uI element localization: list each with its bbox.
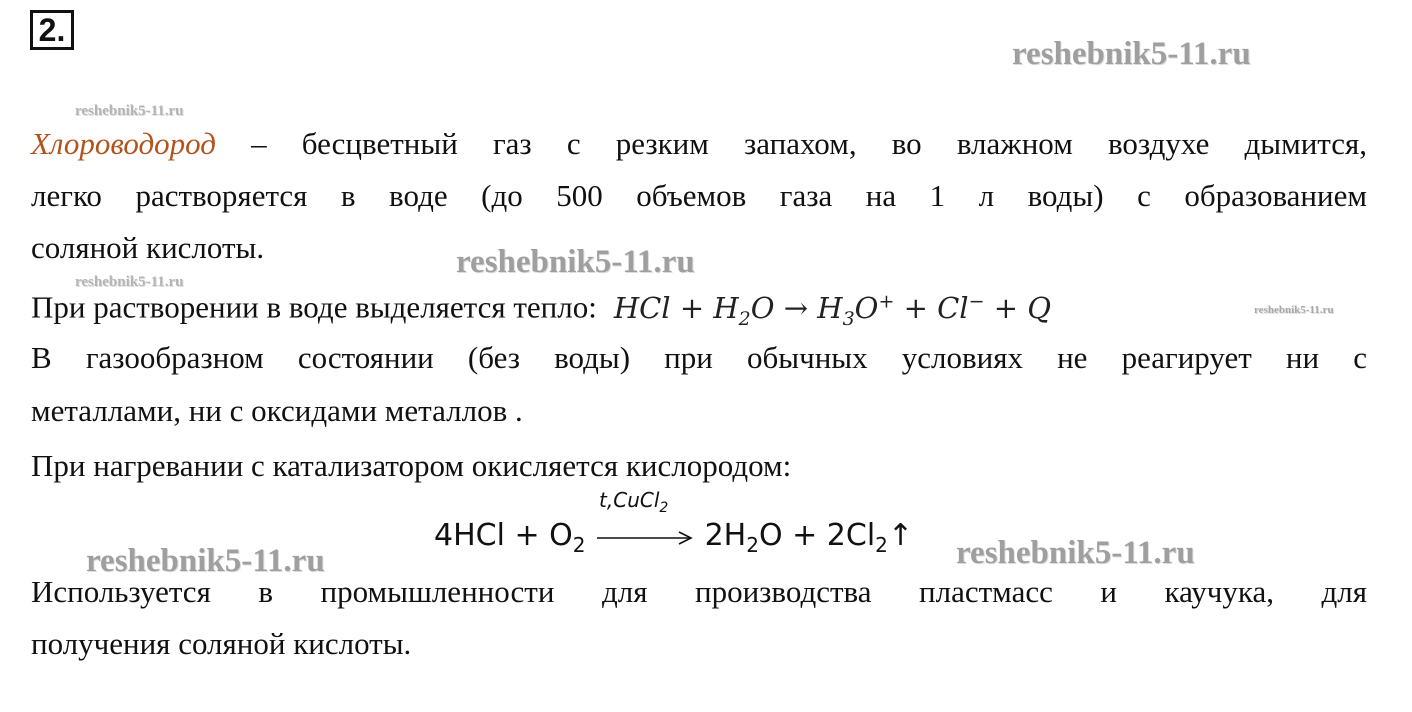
- paragraph-3-line-1: В газообразном состоянии (без воды) при обычных условиях не реагирует ни с: [31, 340, 1367, 375]
- paragraph-1-line-1: [31, 118, 1367, 169]
- dissolution-equation: HCl + $H_2O \to H_3O^+ + Cl^- + Q$: [613, 290, 1052, 330]
- watermark-bottom-right: reshebnik5-11.ru: [956, 535, 1195, 571]
- task-number: 2.: [30, 10, 74, 50]
- term-hydrogen-chloride: Хлороводород: [31, 126, 216, 161]
- watermark-small-2: reshebnik5-11.ru: [75, 274, 184, 290]
- paragraph-5-line-1: Используется в промышленности для производства пластмасс и каучука, для: [31, 574, 1367, 609]
- oxidation-equation: $4HCl + O_2$ t,CuCl$_2$ $2H_2O$ + $2Cl_2↑$: [434, 487, 914, 557]
- reaction-arrow: [595, 487, 695, 552]
- paragraph-2-text: При растворении в воде выделяется тепло:: [31, 289, 597, 325]
- watermark-top-right: reshebnik5-11.ru: [1012, 36, 1251, 72]
- paragraph-3-line-2: металлами, ни с оксидами металлов .: [31, 393, 523, 428]
- watermark-middle: reshebnik5-11.ru: [456, 244, 695, 280]
- paragraph-4: При нагревании с катализатором окисляется кислородом:: [31, 448, 792, 483]
- reaction-conditions: t,CuCl$_2$: [599, 487, 669, 516]
- paragraph-5-line-2: получения соляной кислоты.: [31, 626, 412, 661]
- watermark-tiny: reshebnik5-11.ru: [1254, 304, 1334, 316]
- paragraph-1-line-2: легко растворяется в воде (до 500 объемов газа на 1 л воды) с образованием: [31, 178, 1367, 213]
- watermark-bottom-left: reshebnik5-11.ru: [86, 543, 325, 579]
- watermark-small-1: reshebnik5-11.ru: [75, 103, 184, 119]
- paragraph-1-line-3: соляной кислоты.: [31, 230, 265, 265]
- long-arrow-icon: [595, 522, 695, 552]
- paragraph-1-line-1-text: – бесцветный газ с резким запахом, во влажном воздухе дымится,: [251, 126, 1368, 161]
